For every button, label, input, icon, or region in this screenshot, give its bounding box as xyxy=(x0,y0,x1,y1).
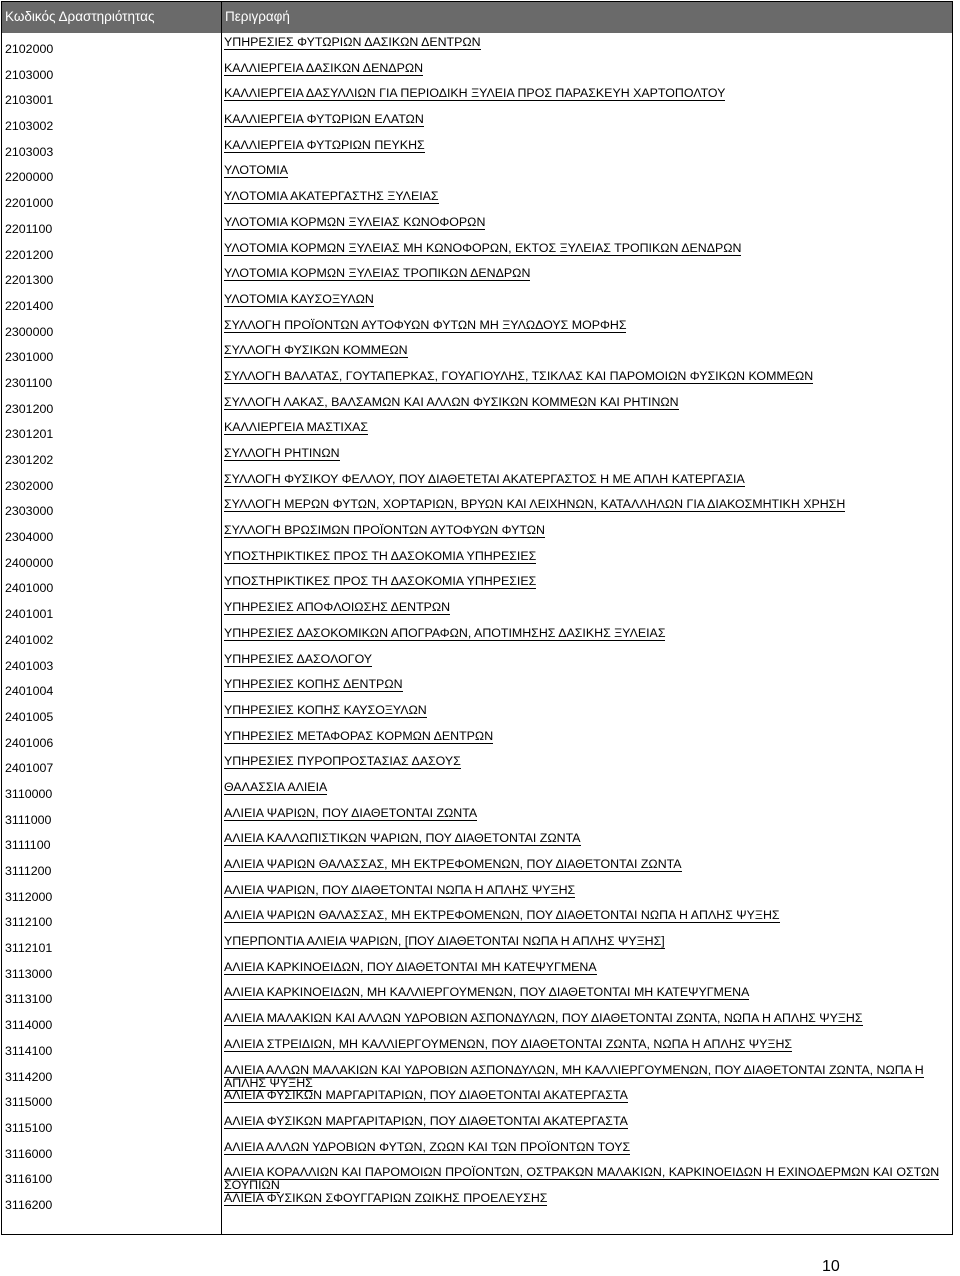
row-description xyxy=(224,601,949,614)
row-code: 2401005 xyxy=(5,709,54,724)
row-description xyxy=(224,293,949,306)
table-row xyxy=(2,473,952,499)
row-description xyxy=(224,447,949,460)
row-code: 2201000 xyxy=(5,196,54,211)
row-description xyxy=(224,550,949,563)
row-description xyxy=(224,344,949,357)
row-description-text: ΥΠΕΡΠΟΝΤΙΑ ΑΛΙΕΙΑ ΨΑΡΙΩΝ, [ΠΟΥ ΔΙΑΘΕΤΟΝΤΑΙ ΝΩΠΑ Η ΑΠΛΗΣ ΨΥΞΗΣ] xyxy=(224,934,665,949)
row-description xyxy=(224,1115,949,1128)
table-row xyxy=(2,267,952,293)
row-description-text: ΚΑΛΛΙΕΡΓΕΙΑ ΦΥΤΩΡΙΩΝ ΠΕΥΚΗΣ xyxy=(224,137,425,152)
table-row xyxy=(2,678,952,704)
activity-codes-table xyxy=(1,1,953,1235)
table-row xyxy=(2,986,952,1012)
table-row xyxy=(2,909,952,935)
row-description xyxy=(224,242,949,255)
row-description-text: ΑΛΙΕΙΑ ΣΤΡΕΙΔΙΩΝ, ΜΗ ΚΑΛΛΙΕΡΓΟΥΜΕΝΩΝ, ΠΟΥ ΔΙΑΘΕΤΟΝΤΑΙ ΖΩΝΤΑ, ΝΩΠΑ Η ΑΠΛΗΣ ΨΥΞΗΣ xyxy=(224,1036,793,1051)
row-description-text: ΥΠΗΡΕΣΙΕΣ ΔΑΣΟΚΟΜΙΚΩΝ ΑΠΟΓΡΑΦΩΝ, ΑΠΟΤΙΜΗΣΗΣ ΔΑΣΙΚΗΣ ΞΥΛΕΙΑΣ xyxy=(224,625,666,640)
row-description-text: ΣΥΛΛΟΓΗ ΛΑΚΑΣ, ΒΑΛΣΑΜΩΝ ΚΑΙ ΑΛΛΩΝ ΦΥΣΙΚΩΝ ΚΟΜΜΕΩΝ ΚΑΙ ΡΗΤΙΝΩΝ xyxy=(224,394,679,409)
row-description xyxy=(224,498,949,511)
table-row xyxy=(2,190,952,216)
table-body xyxy=(2,36,952,1218)
table-row xyxy=(2,807,952,833)
row-description-text: ΥΠΟΣΤΗΡΙΚΤΙΚΕΣ ΠΡΟΣ ΤΗ ΔΑΣΟΚΟΜΙΑ ΥΠΗΡΕΣΙΕΣ xyxy=(224,574,537,589)
row-code: 3110000 xyxy=(5,786,53,801)
row-description-text: ΥΛΟΤΟΜΙΑ ΚΟΡΜΩΝ ΞΥΛΕΙΑΣ ΤΡΟΠΙΚΩΝ ΔΕΝΔΡΩΝ xyxy=(224,266,531,281)
row-description-text: ΑΛΙΕΙΑ ΚΑΡΚΙΝΟΕΙΔΩΝ, ΠΟΥ ΔΙΑΘΕΤΟΝΤΑΙ ΜΗ ΚΑΤΕΨΥΓΜΕΝΑ xyxy=(224,959,597,974)
table-row xyxy=(2,1064,952,1090)
table-row xyxy=(2,447,952,473)
row-description xyxy=(224,370,949,383)
row-description-text: ΚΑΛΛΙΕΡΓΕΙΑ ΦΥΤΩΡΙΩΝ ΕΛΑΤΩΝ xyxy=(224,112,424,127)
row-description xyxy=(224,396,949,409)
row-description-text: ΥΛΟΤΟΜΙΑ xyxy=(224,163,289,178)
row-description xyxy=(224,524,949,537)
row-description-text: ΥΠΗΡΕΣΙΕΣ ΠΥΡΟΠΡΟΣΤΑΣΙΑΣ ΔΑΣΟΥΣ xyxy=(224,754,461,769)
table-row xyxy=(2,216,952,242)
row-description xyxy=(224,113,949,126)
row-description xyxy=(224,1064,949,1090)
row-description-text: ΣΥΛΛΟΓΗ ΦΥΣΙΚΩΝ ΚΟΜΜΕΩΝ xyxy=(224,343,408,358)
row-description xyxy=(224,1089,949,1102)
row-code: 3111000 xyxy=(5,812,52,827)
row-description-text: ΣΥΛΛΟΓΗ ΒΑΛΑΤΑΣ, ΓΟΥΤΑΠΕΡΚΑΣ, ΓΟΥΑΓΙΟΥΛΗΣ, ΤΣΙΚΛΑΣ ΚΑΙ ΠΑΡΟΜΟΙΩΝ ΦΥΣΙΚΩΝ ΚΟΜΜΕΩΝ xyxy=(224,368,814,383)
row-code: 2103000 xyxy=(5,67,54,82)
table-row xyxy=(2,1038,952,1064)
row-description xyxy=(224,986,949,999)
table-row xyxy=(2,242,952,268)
row-description xyxy=(224,704,949,717)
row-description xyxy=(224,909,949,922)
row-code: 3112000 xyxy=(5,889,53,904)
row-description-text: ΚΑΛΛΙΕΡΓΕΙΑ ΔΑΣΥΛΛΙΩΝ ΓΙΑ ΠΕΡΙΟΔΙΚΗ ΞΥΛΕΙΑ ΠΡΟΣ ΠΑΡΑΣΚΕΥΗ ΧΑΡΤΟΠΟΛΤΟΥ xyxy=(224,86,726,101)
row-code: 2103002 xyxy=(5,119,54,134)
row-code: 2302000 xyxy=(5,478,54,493)
row-description xyxy=(224,730,949,743)
row-description xyxy=(224,87,949,100)
row-description xyxy=(224,319,949,332)
row-code: 2103003 xyxy=(5,144,54,159)
table-row xyxy=(2,1012,952,1038)
table-row xyxy=(2,370,952,396)
table-row xyxy=(2,704,952,730)
row-code: 2401004 xyxy=(5,684,54,699)
row-description-text: ΥΠΗΡΕΣΙΕΣ ΦΥΤΩΡΙΩΝ ΔΑΣΙΚΩΝ ΔΕΝΤΡΩΝ xyxy=(224,35,481,49)
row-description-text: ΣΥΛΛΟΓΗ ΜΕΡΩΝ ΦΥΤΩΝ, ΧΟΡΤΑΡΙΩΝ, ΒΡΥΩΝ ΚΑΙ ΛΕΙΧΗΝΩΝ, ΚΑΤΑΛΛΗΛΩΝ ΓΙΑ ΔΙΑΚΟΣΜΗΤΙΚΗ ΧΡΗΣΗ xyxy=(224,497,846,512)
table-row xyxy=(2,36,952,62)
row-code: 3114200 xyxy=(5,1069,53,1084)
table-row xyxy=(2,730,952,756)
row-description-text: ΣΥΛΛΟΓΗ ΠΡΟΪΟΝΤΩΝ ΑΥΤΟΦΥΩΝ ΦΥΤΩΝ ΜΗ ΞΥΛΩΔΟΥΣ ΜΟΡΦΗΣ xyxy=(224,317,627,332)
table-row xyxy=(2,524,952,550)
row-description xyxy=(224,961,949,974)
row-code: 2303000 xyxy=(5,504,54,519)
table-row xyxy=(2,319,952,345)
row-description-text: ΥΛΟΤΟΜΙΑ ΚΟΡΜΩΝ ΞΥΛΕΙΑΣ ΚΩΝΟΦΟΡΩΝ xyxy=(224,214,486,229)
row-code: 2304000 xyxy=(5,530,54,545)
row-description xyxy=(224,935,949,948)
row-description xyxy=(224,755,949,768)
row-description-text: ΥΠΗΡΕΣΙΕΣ ΚΟΠΗΣ ΔΕΝΤΡΩΝ xyxy=(224,677,403,692)
row-code: 2401006 xyxy=(5,735,54,750)
table-row xyxy=(2,832,952,858)
row-description-text: ΑΛΙΕΙΑ ΦΥΣΙΚΩΝ ΣΦΟΥΓΓΑΡΙΩΝ ΖΩΙΚΗΣ ΠΡΟΕΛΕΥΣΗΣ xyxy=(224,1190,548,1205)
row-description xyxy=(224,884,949,897)
table-row xyxy=(2,139,952,165)
row-description xyxy=(224,1141,949,1154)
row-code: 3111200 xyxy=(5,864,52,878)
row-code: 3113000 xyxy=(5,966,53,981)
row-description xyxy=(224,473,949,486)
row-description xyxy=(224,62,949,75)
row-description xyxy=(224,678,949,691)
row-code: 2301000 xyxy=(5,350,54,365)
header-code: Κωδικός Δραστηριότητας xyxy=(5,9,155,24)
row-code: 3113100 xyxy=(5,992,53,1007)
row-description-text: ΑΛΙΕΙΑ ΦΥΣΙΚΩΝ ΜΑΡΓΑΡΙΤΑΡΙΩΝ, ΠΟΥ ΔΙΑΘΕΤΟΝΤΑΙ ΑΚΑΤΕΡΓΑΣΤΑ xyxy=(224,1088,628,1103)
row-description xyxy=(224,627,949,640)
table-row xyxy=(2,293,952,319)
row-description xyxy=(224,190,949,203)
table-row xyxy=(2,755,952,781)
table-row xyxy=(2,421,952,447)
row-code: 3115000 xyxy=(5,1095,53,1110)
row-description-text: ΑΛΙΕΙΑ ΚΟΡΑΛΛΙΩΝ ΚΑΙ ΠΑΡΟΜΟΙΩΝ ΠΡΟΪΟΝΤΩΝ, ΟΣΤΡΑΚΩΝ ΜΑΛΑΚΙΩΝ, ΚΑΡΚΙΝΟΕΙΔΩΝ Η ΕΧΙΝΟΔΕΡΜΩΝ ΚΑΙ ΟΣΤΩΝ ΣΟΥΠΙΩΝ xyxy=(224,1165,940,1193)
table-row xyxy=(2,575,952,601)
row-code: 3112100 xyxy=(5,915,53,930)
row-code: 2301200 xyxy=(5,401,54,416)
row-description xyxy=(224,1166,949,1192)
row-description xyxy=(224,575,949,588)
table-row xyxy=(2,344,952,370)
row-code: 2201200 xyxy=(5,247,54,262)
row-description-text: ΥΠΟΣΤΗΡΙΚΤΙΚΕΣ ΠΡΟΣ ΤΗ ΔΑΣΟΚΟΜΙΑ ΥΠΗΡΕΣΙΕΣ xyxy=(224,548,537,563)
row-description-text: ΑΛΙΕΙΑ ΚΑΛΛΩΠΙΣΤΙΚΩΝ ΨΑΡΙΩΝ, ΠΟΥ ΔΙΑΘΕΤΟΝΤΑΙ ΖΩΝΤΑ xyxy=(224,831,581,846)
row-code: 3111100 xyxy=(5,838,51,853)
table-row xyxy=(2,396,952,422)
row-code: 2300000 xyxy=(5,324,54,339)
row-description-text: ΑΛΙΕΙΑ ΦΥΣΙΚΩΝ ΜΑΡΓΑΡΙΤΑΡΙΩΝ, ΠΟΥ ΔΙΑΘΕΤΟΝΤΑΙ ΑΚΑΤΕΡΓΑΣΤΑ xyxy=(224,1113,628,1128)
row-code: 3112101 xyxy=(5,941,53,956)
row-description-text: ΑΛΙΕΙΑ ΨΑΡΙΩΝ ΘΑΛΑΣΣΑΣ, ΜΗ ΕΚΤΡΕΦΟΜΕΝΩΝ, ΠΟΥ ΔΙΑΘΕΤΟΝΤΑΙ ΝΩΠΑ Η ΑΠΛΗΣ ΨΥΞΗΣ xyxy=(224,908,780,923)
row-code: 2103001 xyxy=(5,93,54,108)
table-row xyxy=(2,961,952,987)
row-code: 2201300 xyxy=(5,273,54,288)
table-row xyxy=(2,498,952,524)
row-code: 2102000 xyxy=(5,42,54,56)
table-row xyxy=(2,87,952,113)
row-description-text: ΥΠΗΡΕΣΙΕΣ ΚΟΠΗΣ ΚΑΥΣΟΞΥΛΩΝ xyxy=(224,702,427,717)
row-code: 2301100 xyxy=(5,375,53,390)
table-row xyxy=(2,1141,952,1167)
row-description xyxy=(224,781,949,794)
row-description-text: ΣΥΛΛΟΓΗ ΦΥΣΙΚΟΥ ΦΕΛΛΟΥ, ΠΟΥ ΔΙΑΘΕΤΕΤΑΙ ΑΚΑΤΕΡΓΑΣΤΟΣ Η ΜΕ ΑΠΛΗ ΚΑΤΕΡΓΑΣΙΑ xyxy=(224,471,745,486)
row-code: 2201400 xyxy=(5,298,54,313)
table-row xyxy=(2,1115,952,1141)
row-description xyxy=(224,1012,949,1025)
row-description-text: ΥΛΟΤΟΜΙΑ ΚΑΥΣΟΞΥΛΩΝ xyxy=(224,291,374,306)
row-code: 2301202 xyxy=(5,453,54,467)
row-description-text: ΑΛΙΕΙΑ ΨΑΡΙΩΝ, ΠΟΥ ΔΙΑΘΕΤΟΝΤΑΙ ΖΩΝΤΑ xyxy=(224,805,478,820)
table-row xyxy=(2,627,952,653)
row-description xyxy=(224,1038,949,1051)
row-description xyxy=(224,36,949,49)
row-description xyxy=(224,267,949,280)
row-description-text: ΑΛΙΕΙΑ ΨΑΡΙΩΝ, ΠΟΥ ΔΙΑΘΕΤΟΝΤΑΙ ΝΩΠΑ Η ΑΠΛΗΣ ΨΥΞΗΣ xyxy=(224,882,576,897)
table-row xyxy=(2,1192,952,1218)
table-row xyxy=(2,653,952,679)
table-row xyxy=(2,164,952,190)
row-code: 2400000 xyxy=(5,555,54,570)
row-code: 3116100 xyxy=(5,1172,53,1187)
table-row xyxy=(2,550,952,576)
row-code: 3116200 xyxy=(5,1197,53,1212)
row-description-text: ΚΑΛΛΙΕΡΓΕΙΑ ΜΑΣΤΙΧΑΣ xyxy=(224,420,369,435)
row-description-text: ΣΥΛΛΟΓΗ ΡΗΤΙΝΩΝ xyxy=(224,446,340,460)
row-description xyxy=(224,832,949,845)
page-number: 10 xyxy=(822,1258,840,1275)
row-code: 2401002 xyxy=(5,632,54,647)
row-description xyxy=(224,421,949,434)
row-description xyxy=(224,858,949,871)
row-description-text: ΥΠΗΡΕΣΙΕΣ ΔΑΣΟΛΟΓΟΥ xyxy=(224,651,373,666)
row-code: 2200000 xyxy=(5,170,54,185)
table-header xyxy=(2,2,952,33)
row-description xyxy=(224,807,949,820)
row-description xyxy=(224,653,949,666)
table-row xyxy=(2,601,952,627)
row-code: 3116000 xyxy=(5,1146,53,1161)
row-description-text: ΥΠΗΡΕΣΙΕΣ ΜΕΤΑΦΟΡΑΣ ΚΟΡΜΩΝ ΔΕΝΤΡΩΝ xyxy=(224,728,494,743)
row-description-text: ΥΛΟΤΟΜΙΑ ΚΟΡΜΩΝ ΞΥΛΕΙΑΣ ΜΗ ΚΩΝΟΦΟΡΩΝ, ΕΚΤΟΣ ΞΥΛΕΙΑΣ ΤΡΟΠΙΚΩΝ ΔΕΝΔΡΩΝ xyxy=(224,240,742,255)
row-code: 2401003 xyxy=(5,658,54,673)
row-code: 2401001 xyxy=(5,607,54,622)
row-code: 3115100 xyxy=(5,1120,53,1135)
row-description-text: ΑΛΙΕΙΑ ΨΑΡΙΩΝ ΘΑΛΑΣΣΑΣ, ΜΗ ΕΚΤΡΕΦΟΜΕΝΩΝ, ΠΟΥ ΔΙΑΘΕΤΟΝΤΑΙ ΖΩΝΤΑ xyxy=(224,857,682,871)
table-row xyxy=(2,935,952,961)
row-description xyxy=(224,139,949,152)
table-row xyxy=(2,858,952,884)
table-row xyxy=(2,62,952,88)
row-description xyxy=(224,164,949,177)
row-code: 2301201 xyxy=(5,427,54,442)
row-description-text: ΘΑΛΑΣΣΙΑ ΑΛΙΕΙΑ xyxy=(224,779,328,794)
table-row xyxy=(2,884,952,910)
row-description-text: ΥΠΗΡΕΣΙΕΣ ΑΠΟΦΛΟΙΩΣΗΣ ΔΕΝΤΡΩΝ xyxy=(224,600,451,615)
row-description-text: ΑΛΙΕΙΑ ΑΛΛΩΝ ΜΑΛΑΚΙΩΝ ΚΑΙ ΥΔΡΟΒΙΩΝ ΑΣΠΟΝΔΥΛΩΝ, ΜΗ ΚΑΛΛΙΕΡΓΟΥΜΕΝΩΝ, ΠΟΥ ΔΙΑΘΕΤΟΝΤΑΙ ΖΩΝΤΑ, ΝΩΠΑ Η ΑΠΛΗΣ ΨΥΞΗΣ xyxy=(224,1062,924,1090)
row-code: 2401000 xyxy=(5,581,54,596)
row-description-text: ΚΑΛΛΙΕΡΓΕΙΑ ΔΑΣΙΚΩΝ ΔΕΝΔΡΩΝ xyxy=(224,60,424,75)
row-description-text: ΑΛΙΕΙΑ ΜΑΛΑΚΙΩΝ ΚΑΙ ΑΛΛΩΝ ΥΔΡΟΒΙΩΝ ΑΣΠΟΝΔΥΛΩΝ, ΠΟΥ ΔΙΑΘΕΤΟΝΤΑΙ ΖΩΝΤΑ, ΝΩΠΑ Η ΑΠΛΗΣ ΨΥΞΗΣ xyxy=(224,1011,863,1026)
row-description xyxy=(224,1192,949,1205)
row-description-text: ΑΛΙΕΙΑ ΑΛΛΩΝ ΥΔΡΟΒΙΩΝ ΦΥΤΩΝ, ΖΩΩΝ ΚΑΙ ΤΩΝ ΠΡΟΪΟΝΤΩΝ ΤΟΥΣ xyxy=(224,1139,631,1154)
row-description-text: ΣΥΛΛΟΓΗ ΒΡΩΣΙΜΩΝ ΠΡΟΪΟΝΤΩΝ ΑΥΤΟΦΥΩΝ ΦΥΤΩΝ xyxy=(224,523,545,538)
row-code: 3114000 xyxy=(5,1018,53,1033)
header-description: Περιγραφή xyxy=(225,9,290,24)
table-row xyxy=(2,113,952,139)
row-code: 2401007 xyxy=(5,761,54,776)
row-description-text: ΥΛΟΤΟΜΙΑ ΑΚΑΤΕΡΓΑΣΤΗΣ ΞΥΛΕΙΑΣ xyxy=(224,189,439,204)
row-description-text: ΑΛΙΕΙΑ ΚΑΡΚΙΝΟΕΙΔΩΝ, ΜΗ ΚΑΛΛΙΕΡΓΟΥΜΕΝΩΝ, ΠΟΥ ΔΙΑΘΕΤΟΝΤΑΙ ΜΗ ΚΑΤΕΨΥΓΜΕΝΑ xyxy=(224,985,750,1000)
row-description xyxy=(224,216,949,229)
table-row xyxy=(2,1166,952,1192)
table-row xyxy=(2,1089,952,1115)
row-code: 3114100 xyxy=(5,1043,53,1058)
table-row xyxy=(2,781,952,807)
row-code: 2201100 xyxy=(5,221,53,236)
